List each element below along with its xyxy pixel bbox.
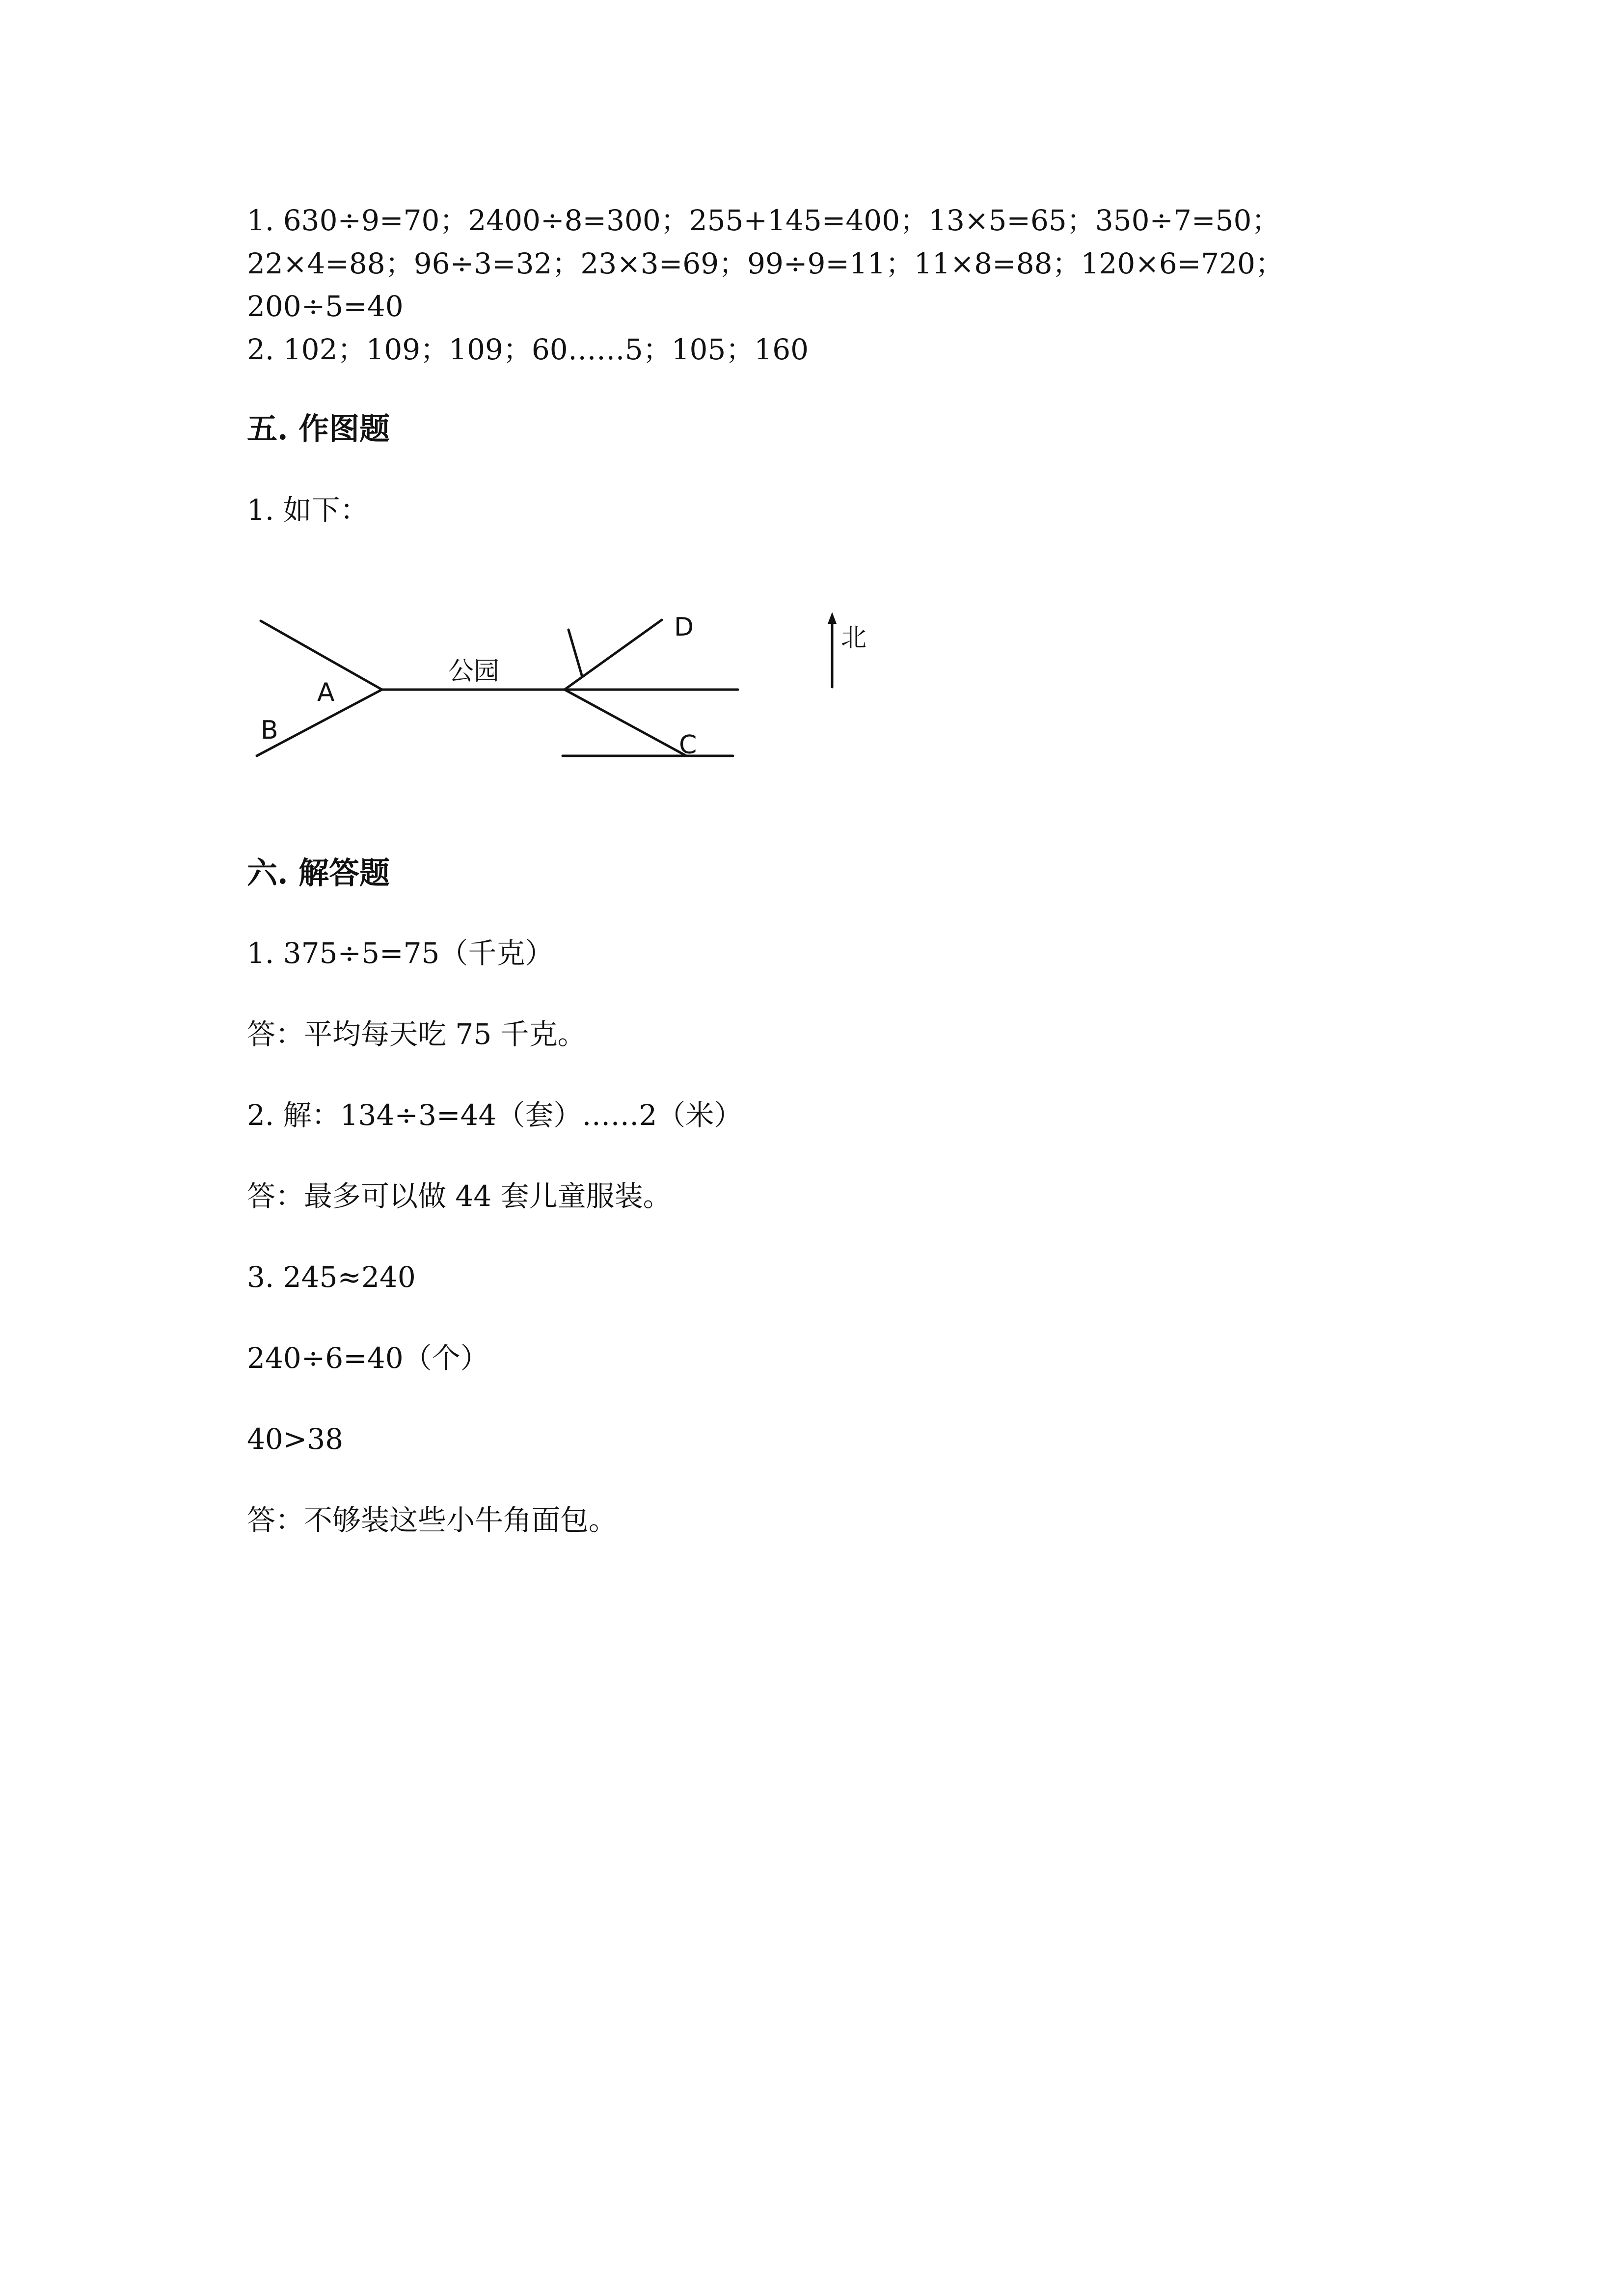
q3-line-1: 3. 245≈240 [247, 1260, 416, 1294]
q2-answer: 答：最多可以做 44 套儿童服装。 [247, 1179, 672, 1213]
point-d-label: D [674, 613, 694, 642]
answer-line-2: 22×4=88；96÷3=32；23×3=69；99÷9=11；11×8=88；120×6=720； [247, 247, 1284, 280]
section-title-drawing: 五. 作图题 [247, 411, 390, 447]
q3-line-2: 240÷6=40（个） [247, 1341, 489, 1375]
answer-line-4: 2. 102；109；109；60……5；105；160 [247, 333, 809, 366]
drawing-item-1: 1. 如下： [247, 493, 369, 527]
branch-to-c-line [565, 690, 686, 756]
branch-to-d-line [565, 620, 662, 690]
point-c-label: C [679, 730, 697, 760]
q1-answer: 答：平均每天吃 75 千克。 [247, 1017, 586, 1051]
point-a-label: A [317, 678, 335, 707]
answer-line-3: 200÷5=40 [247, 290, 404, 323]
q3-line-3: 40>38 [247, 1422, 344, 1456]
q3-answer: 答：不够装这些小牛角面包。 [247, 1503, 618, 1537]
q2-calculation: 2. 解：134÷3=44（套）……2（米） [247, 1098, 743, 1132]
route-diagram [247, 591, 905, 768]
q1-calculation: 1. 375÷5=75（千克） [247, 936, 554, 970]
point-b-label: B [261, 716, 278, 745]
section-title-solutions: 六. 解答题 [247, 855, 390, 891]
branch-tick-line [568, 630, 582, 677]
answer-line-1: 1. 630÷9=70；2400÷8=300；255+145=400；13×5=65；350÷7=50； [247, 204, 1280, 237]
north-arrow-head [828, 612, 837, 624]
park-label: 公园 [448, 657, 500, 686]
north-label: 北 [841, 623, 867, 653]
